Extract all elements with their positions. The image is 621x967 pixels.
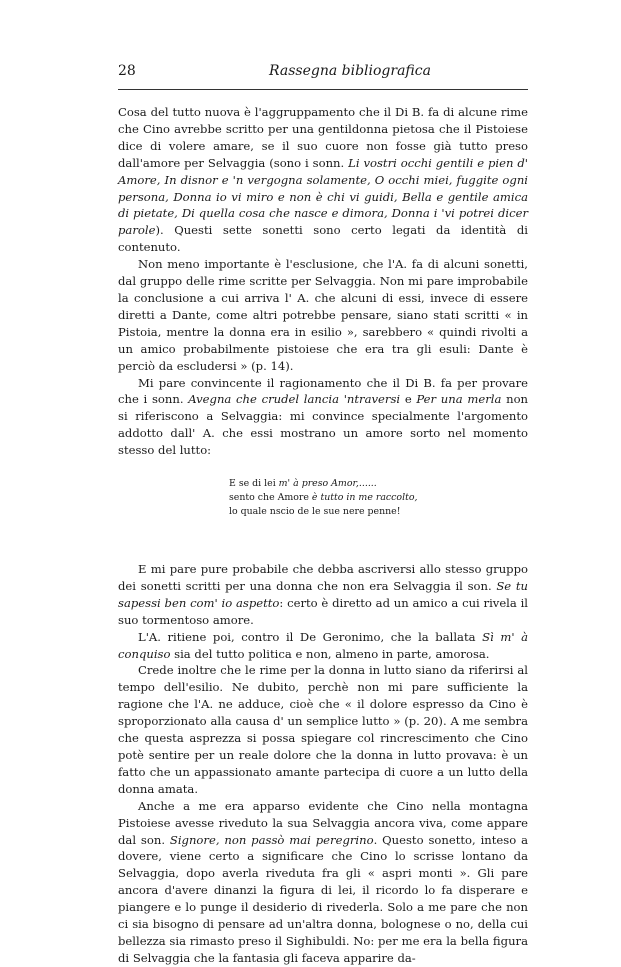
text-segment: : certo è diretto ad un amico a cui rivela il suo tormentoso amore. <box>118 595 528 627</box>
italic-title-text: è tutto in me raccolto, <box>311 492 418 504</box>
text-segment: e <box>400 392 417 407</box>
running-title: Rassegna bibliografica <box>269 63 431 79</box>
paragraph <box>118 256 528 374</box>
text-segment: Non meno importante è l'esclusione, che l'A. fa di alcuni sonetti, dal gruppo delle rime scritte per Selvaggia. Non mi pare improbabile la conclusione a cui arriva l' A. che alcuni di essi, invece di essere diretti a Dante, come altri potrebbe pensare, siano stati scritti « in Pistoia, mentre la donna era in esilio », sarebbero « quindi rivolti a un amico probabilmente pistoiese che era tra gli esuli: Dante è perciò da escludersi » (p. 14). <box>118 257 528 373</box>
paragraphs-before-verse <box>118 104 528 459</box>
paragraph <box>118 375 528 460</box>
paragraph <box>118 561 528 629</box>
text-segment: non si riferiscono a Selvaggia: mi convince specialmente l'argomento addotto dall' A. che essi mostrano un amore sorto nel momento stesso del lutto: <box>118 392 529 458</box>
body-text <box>118 104 528 967</box>
paragraph <box>118 629 528 663</box>
italic-title-text: Sì m' à conquiso <box>118 629 528 661</box>
paragraph <box>118 104 528 256</box>
italic-title-text: m' à preso Amor,...... <box>278 478 377 490</box>
text-segment: E mi pare pure probabile che debba ascriversi allo stesso gruppo dei sonetti scritti per una donna che non era Selvaggia il son. <box>118 562 528 593</box>
text-segment: L'A. ritiene poi, contro il De Geronimo, che la ballata <box>138 629 483 644</box>
text-segment: Crede inoltre che le rime per la donna in lutto siano da riferirsi al tempo dell'esilio. Ne dubito, perchè non mi pare sufficiente la ragione che l'A. ne adduce, cioè che « il dolore espresso da Cino è sproporzionato alla causa d' un semplice lutto » (p. 20). A me sembra che questa asprezza si possa spiegare col rincrescimento che Cino potè sentire per un reale dolore che la donna in lutto provava: è un fatto che un appassionato amante partecipa di cuore a un lutto della donna amata. <box>118 663 528 796</box>
verse-quotation <box>229 477 528 519</box>
text-segment: . Questo sonetto, inteso a dovere, viene certo a significare che Cino lo scrisse lontano da Selvaggia, dopo averla riveduta fra gli « aspri monti ». Gli pare ancora d'avere dinanzi la figura di lei, il ricordo lo fa disperare e piangere e lo punge il desiderio di rivederla. Solo a me pare che non ci sia bisogno di pensare ad un'altra donna, bolognese o no, della cui bellezza sia rimasto preso il Sighibuldi. No: per me era la bella figura di Selvaggia che la fantasia gli faceva apparire da- <box>118 832 528 965</box>
italic-title-text: Se tu sapessi ben com' io aspetto <box>118 578 528 610</box>
text-segment: sento che Amore <box>229 492 312 504</box>
paragraph <box>118 662 528 797</box>
text-segment: sia del tutto politica e non, almeno in parte, amorosa. <box>170 646 490 661</box>
verse-line <box>229 505 528 519</box>
page-number: 28 <box>118 63 136 79</box>
text-segment: Cosa del tutto nuova è l'aggruppamento che il Di B. fa di alcune rime che Cino avrebbe scritto per una gentildonna pietosa che il Pistoiese dice di volere amare, se il suo cuore non fosse già tutto preso dall'amore per Selvaggia (sono i sonn. <box>118 105 528 170</box>
italic-title-text: Per una merla <box>416 392 502 407</box>
text-segment: Mi pare convincente il ragionamento che il Di B. fa per provare che i sonn. <box>118 375 528 407</box>
paragraphs-after-verse <box>118 561 528 967</box>
text-segment: E se di lei <box>229 478 279 490</box>
italic-title-text: Signore, non passò mai peregrino <box>169 832 374 847</box>
text-segment: lo quale nscio de le sue nere penne! <box>229 506 401 518</box>
text-segment: Anche a me era apparso evidente che Cino nella montagna Pistoiese avesse riveduto la sua Selvaggia ancora viva, come appare dal son. <box>118 798 528 847</box>
paragraph <box>118 798 528 967</box>
header-divider <box>118 89 528 90</box>
italic-title-text: Li vostri occhi gentili e pien d' Amore, In disnor e 'n vergogna solamente, O occhi miei, fuggite ogni persona, Donna io vi miro e non è chi vi guidi, Bella e gentile amica di pietate, Di quella cosa che nasce e dimora, Donna i 'vi potrei dicer parole <box>118 155 528 238</box>
italic-title-text: Avegna che crudel lancia 'ntraversi <box>188 392 401 407</box>
verse-line <box>229 477 528 491</box>
text-segment: ). Questi sette sonetti sono certo legati da identità di contenuto. <box>118 223 528 255</box>
verse-line <box>229 491 528 505</box>
